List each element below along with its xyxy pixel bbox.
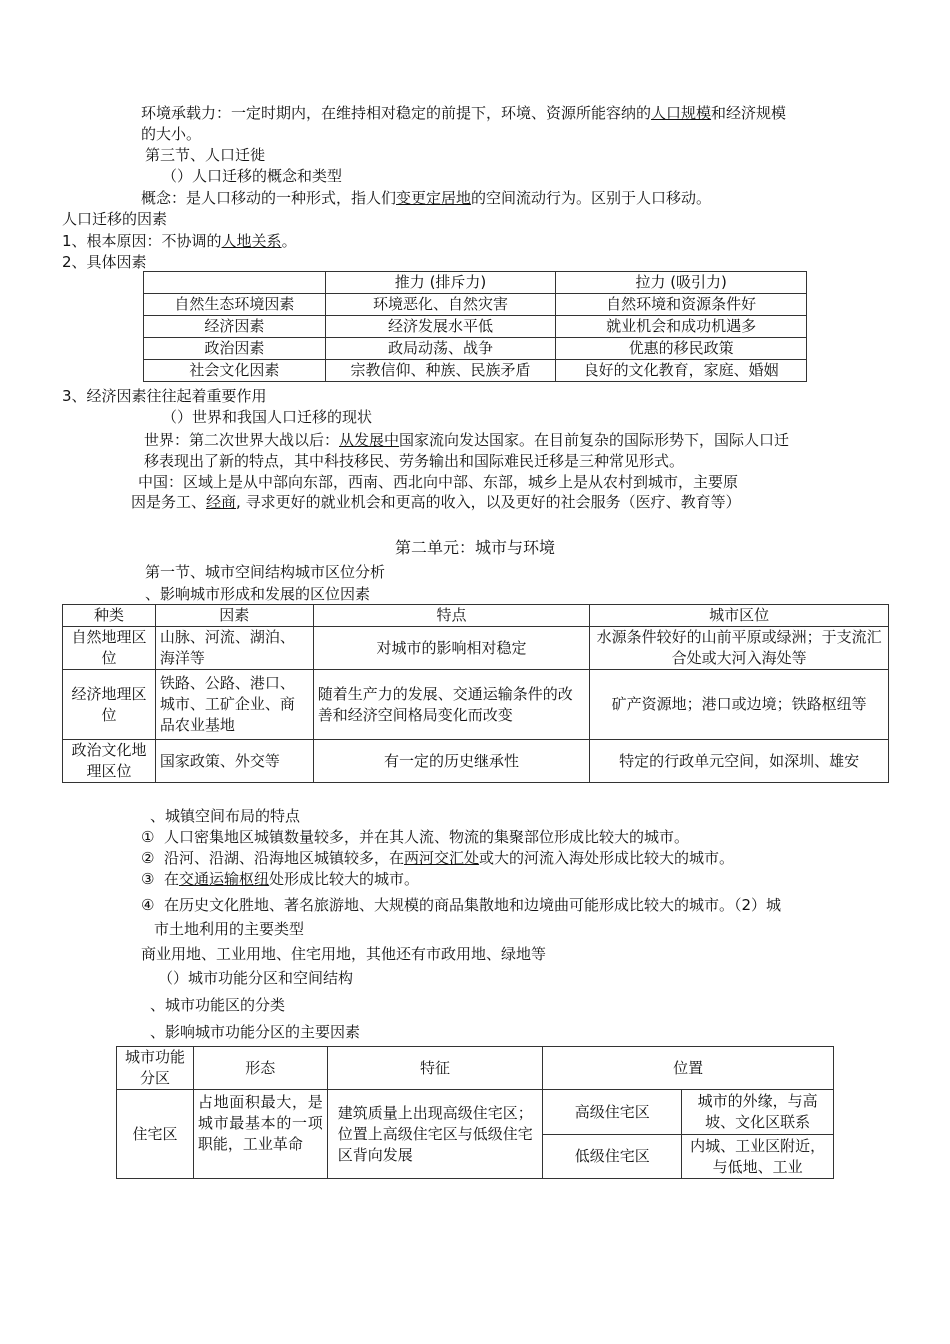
table-cell: 有一定的历史继承性 (313, 740, 590, 783)
table-row (144, 294, 807, 316)
list-item (141, 869, 419, 889)
table-cell: 山脉、河流、湖泊、海洋等 (155, 627, 313, 670)
table-cell: 社会文化因素 (144, 360, 326, 382)
table-row (63, 627, 889, 670)
table-row (63, 740, 889, 783)
text-span: 因是务工、 (131, 493, 207, 511)
header-cell: 城市功能分区 (117, 1047, 194, 1090)
text-line (131, 492, 741, 512)
table-cell: 铁路、公路、港口、城市、工矿企业、商品农业基地 (155, 670, 313, 740)
sub-heading: 、影响城市形成和发展的区位因素 (145, 585, 371, 603)
table-cell: 政局动荡、战争 (325, 338, 556, 360)
table-cell: 国家政策、外交等 (155, 740, 313, 783)
sub-heading: 、城镇空间布局的特点 (150, 807, 301, 825)
table-cell: 政治因素 (144, 338, 326, 360)
underlined-term: 两河交汇处 (404, 849, 480, 867)
sub-heading: 、城市功能区的分类 (150, 996, 286, 1014)
text-span: 。 (281, 232, 297, 250)
underlined-term: 从发展中 (339, 431, 400, 449)
header-cell: 位置 (543, 1047, 834, 1090)
text-span: 人口密集地区城镇数量较多，并在其人流、物流的集聚部位形成比较大的城市。 (164, 828, 690, 846)
table-cell: 环境恶化、自然灾害 (325, 294, 556, 316)
underlined-term: 交通运输枢纽 (179, 870, 270, 888)
unit-title: 第二单元：城市与环境 (394, 538, 555, 557)
text-line: 3、经济因素往往起着重要作用 (62, 387, 267, 405)
sub-heading: （）世界和我国人口迁移的现状 (162, 408, 373, 426)
table-cell: 水源条件较好的山前平原或绿洲；于支流汇合处或大河入海处等 (590, 627, 889, 670)
table-cell: 自然地理区位 (63, 627, 156, 670)
text-span: 环境承载力：一定时期内，在维持相对稳定的前提下，环境、资源所能容纳的 (141, 104, 652, 122)
table-cell: 优惠的移民政策 (556, 338, 807, 360)
text-span: 或大的河流入海处形成比较大的城市。 (479, 849, 735, 867)
text-line (62, 231, 297, 251)
table-header-row (144, 272, 807, 294)
table-cell: 城市的外缘，与高坡、文化区联系 (682, 1090, 834, 1135)
table-row (144, 316, 807, 338)
table-row (63, 670, 889, 740)
table-cell: 良好的文化教育，家庭、婚姻 (556, 360, 807, 382)
table-cell: 高级住宅区 (543, 1090, 682, 1135)
table-cell: 占地面积最大，是城市最基本的一项职能，工业革命 (193, 1090, 327, 1179)
table-cell: 自然生态环境因素 (144, 294, 326, 316)
text-line: 的大小。 (141, 125, 202, 143)
text-span: 世界：第二次世界大战以后： (144, 431, 340, 449)
table-cell: 宗教信仰、种族、民族矛盾 (325, 360, 556, 382)
text-span: 国家流向发达国家。在目前复杂的国际形势下，国际人口迁 (399, 431, 790, 449)
header-cell: 特点 (313, 605, 590, 627)
header-cell: 种类 (63, 605, 156, 627)
list-number: ④ (141, 896, 155, 914)
header-cell (144, 272, 326, 294)
header-cell: 城市区位 (590, 605, 889, 627)
section-heading: 第一节、城市空间结构城市区位分析 (145, 563, 386, 581)
migration-factors-table (143, 271, 807, 382)
table-cell: 低级住宅区 (543, 1135, 682, 1179)
list-number: ③ (141, 870, 155, 888)
table-cell: 经济因素 (144, 316, 326, 338)
sub-heading: （）城市功能分区和空间结构 (158, 969, 354, 987)
table-cell: 经济地理区位 (63, 670, 156, 740)
text-line: 中国：区域上是从中部向东部，西南、西北向中部、东部，城乡上是从农村到城市，主要原 (138, 473, 739, 491)
function-zone-table (116, 1046, 834, 1179)
underlined-term: 人口规模 (651, 104, 712, 122)
table-cell: 内城、工业区附近，与低地、工业 (682, 1135, 834, 1179)
table-cell: 政治文化地理区位 (63, 740, 156, 783)
table-cell: 自然环境和资源条件好 (556, 294, 807, 316)
table-cell: 对城市的影响相对稳定 (313, 627, 590, 670)
text-line: 商业用地、工业用地、住宅用地，其他还有市政用地、绿地等 (141, 945, 547, 963)
text-line: 2、具体因素 (62, 253, 147, 271)
text-line (141, 103, 786, 123)
header-cell: 因素 (155, 605, 313, 627)
header-cell: 推力 (排斥力) (325, 272, 556, 294)
table-cell: 就业机会和成功机遇多 (556, 316, 807, 338)
text-span: 1、根本原因：不协调的 (62, 232, 222, 250)
table-cell: 建筑质量上出现高级住宅区；位置上高级住宅区与低级住宅区背向发展 (327, 1090, 543, 1179)
underlined-term: 经商 (206, 493, 237, 511)
text-line (144, 430, 789, 450)
text-span: 沿河、沿湖、沿海地区城镇较多，在 (164, 849, 405, 867)
text-span: , 寻求更好的就业机会和更高的收入，以及更好的社会服务（医疗、教育等） (236, 493, 741, 511)
sub-heading: （）人口迁移的概念和类型 (162, 167, 343, 185)
list-number: ② (141, 849, 155, 867)
list-item (141, 895, 781, 915)
table-cell: 矿产资源地；港口或边境；铁路枢纽等 (590, 670, 889, 740)
heading: 人口迁移的因素 (62, 210, 168, 228)
underlined-term: 人地关系 (221, 232, 282, 250)
table-row (144, 360, 807, 382)
underlined-term: 变更定居地 (396, 189, 472, 207)
header-cell: 特征 (327, 1047, 543, 1090)
table-cell: 住宅区 (117, 1090, 194, 1179)
table-cell: 特定的行政单元空间，如深圳、雄安 (590, 740, 889, 783)
text-span: 在 (164, 870, 180, 888)
header-cell: 拉力 (吸引力) (556, 272, 807, 294)
city-location-table (62, 604, 889, 783)
table-cell: 随着生产力的发展、交通运输条件的改善和经济空间格局变化而改变 (313, 670, 590, 740)
table-header-row (63, 605, 889, 627)
text-span: 和经济规模 (711, 104, 787, 122)
table-cell: 经济发展水平低 (325, 316, 556, 338)
header-cell: 形态 (193, 1047, 327, 1090)
text-span: 的空间流动行为。区别于人口移动。 (471, 189, 712, 207)
table-row (144, 338, 807, 360)
list-number: ① (141, 828, 155, 846)
text-span: 处形成比较大的城市。 (269, 870, 420, 888)
text-line (141, 188, 711, 208)
list-item (141, 827, 689, 847)
text-line: 市土地利用的主要类型 (154, 920, 305, 938)
text-line: 移表现出了新的特点，其中科技移民、劳务输出和国际难民迁移是三种常见形式。 (144, 452, 685, 470)
section-heading: 第三节、人口迁徙 (145, 146, 266, 164)
text-span: 在历史文化胜地、著名旅游地、大规模的商品集散地和边境曲可能形成比较大的城市。（2）城 (164, 896, 782, 914)
table-header-row (117, 1047, 834, 1090)
table-row (117, 1090, 834, 1135)
text-span: 概念：是人口移动的一种形式，指人们 (141, 189, 397, 207)
sub-heading: 、影响城市功能分区的主要因素 (150, 1023, 361, 1041)
list-item (141, 848, 734, 868)
